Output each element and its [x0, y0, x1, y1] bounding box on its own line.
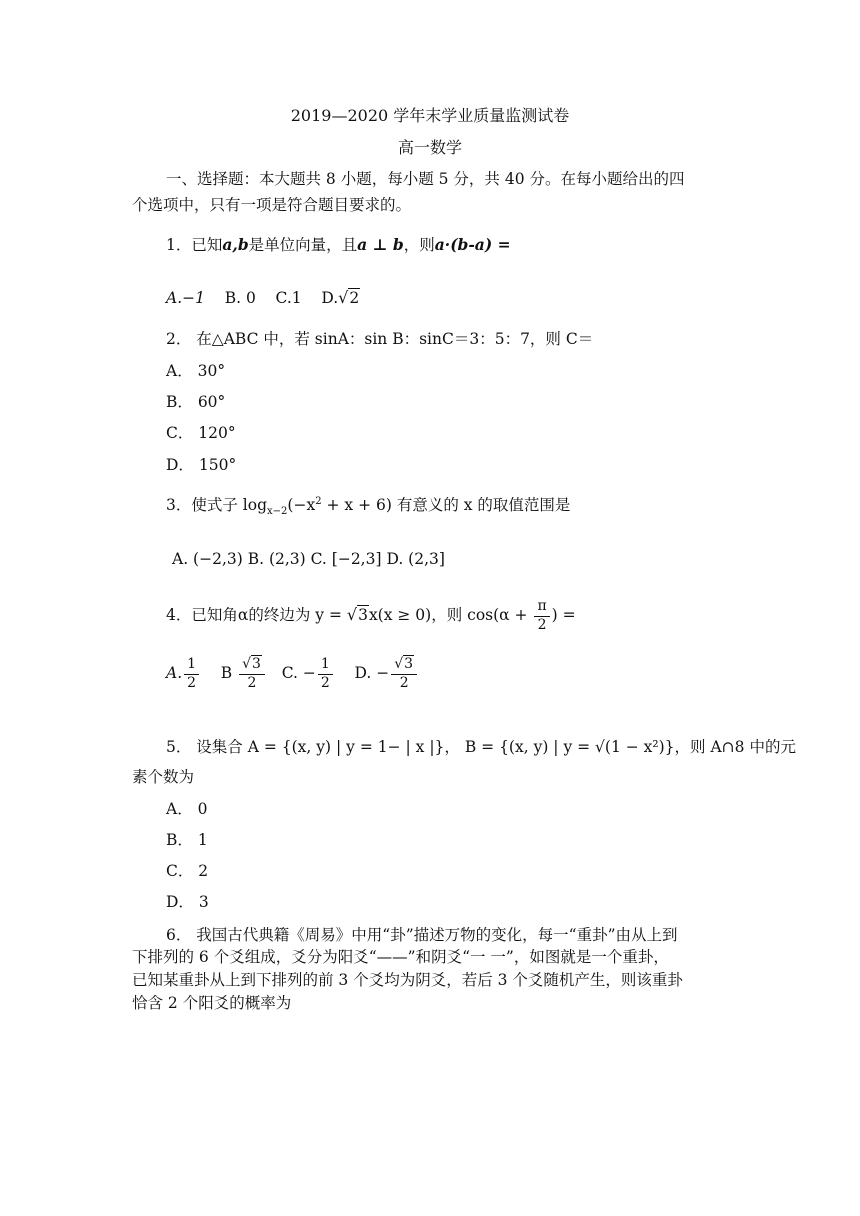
exam-title: 2019—2020 学年末学业质量监测试卷	[290, 106, 570, 125]
q1-number: 1．已知	[166, 236, 223, 254]
question-3-stem: 3．使式子 $\log_{x-2}(-x^2 + x + 6)$ 有意义的 x 的取值范围是	[166, 496, 571, 517]
exam-subtitle: 高一数学	[397, 138, 462, 157]
question-6-line2: 下排列的 6 个爻组成，爻分为阳爻“——”和阴爻“一 一”，如图就是一个重卦，	[132, 948, 669, 966]
question-3-options: A. (−2,3) B. (2,3) C. [−2,3] D. (2,3]	[172, 550, 445, 568]
section-instructions-line2: 个选项中，只有一项是符合题目要求的。	[132, 196, 412, 214]
q1-option-b: B. 0	[224, 289, 256, 307]
q1-vars: a,b	[222, 235, 249, 254]
q5-option-c: C． 2	[166, 862, 209, 880]
question-5-stem-line2: 素个数为	[132, 768, 195, 786]
q5-option-d: D． 3	[166, 893, 209, 911]
question-6-line3: 已知某重卦从上到下排列的前 3 个爻均为阴爻，若后 3 个爻随机产生，则该重卦	[132, 971, 683, 989]
question-6-line4: 恰含 2 个阳爻的概率为	[132, 994, 292, 1012]
q1-option-a: A.−1	[166, 289, 205, 307]
q1-option-d: D.√2	[321, 288, 360, 307]
question-1-options	[166, 288, 360, 308]
question-4-stem: 4．已知角α的终边为 y = √3x(x ≥ 0)，则 cos(α + $\frac{\pi}{2}$ ) =	[166, 598, 576, 633]
q1-expr: a·(b-a) =	[434, 235, 511, 254]
q1-cond: a ⊥ b	[357, 235, 404, 254]
question-2-stem: 2． 在△ABC 中，若 sinA：sin B：sinC＝3：5：7，则 C＝	[166, 330, 594, 348]
q1-mid: 是单位向量，且	[248, 236, 358, 254]
question-5-stem-line1: 5． 设集合 A = {(x, y) | y = 1− | x |}， B = {(x, y) | y = √(1 − x²)}，则 A∩8 中的元	[166, 738, 796, 756]
question-6-line1: 6． 我国古代典籍《周易》中用“卦”描述万物的变化，每一“重卦”由从上到	[166, 926, 678, 944]
q5-option-b: B． 1	[166, 831, 208, 849]
q1-then: ，则	[403, 236, 435, 254]
question-1-stem	[166, 236, 511, 255]
q2-option-b: B． 60°	[166, 393, 226, 411]
section-instructions-line1: 一、选择题：本大题共 8 小题，每小题 5 分，共 40 分。在每小题给出的四	[166, 170, 685, 188]
q5-option-a: A． 0	[166, 800, 208, 818]
q1-option-c: C.1	[275, 289, 302, 307]
q2-option-d: D． 150°	[166, 456, 237, 474]
q2-option-a: A． 30°	[166, 362, 226, 380]
question-4-options: A. $\frac{1}{2}$ B $\frac{√3}{2}$ C. − $\frac{1}{2}$ D. − $\frac{√3}{2}$	[166, 656, 419, 692]
q2-option-c: C． 120°	[166, 424, 236, 442]
